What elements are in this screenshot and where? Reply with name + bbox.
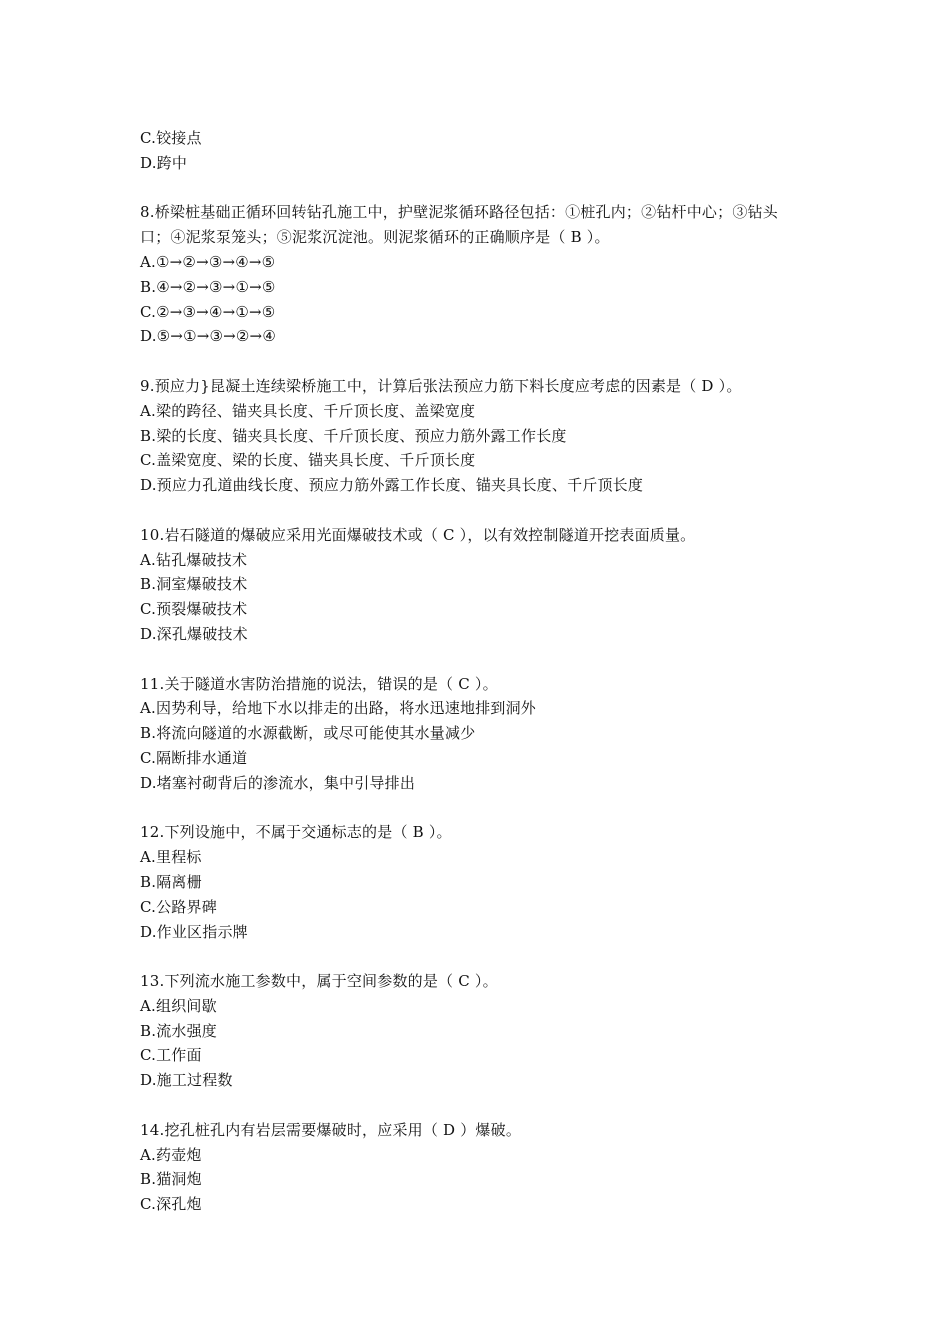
- option-line: C.预裂爆破技术: [140, 600, 248, 619]
- spacer: [140, 944, 860, 969]
- spacer: [140, 796, 860, 821]
- option-line: C.隔断排水通道: [140, 748, 248, 767]
- question-text: 13.下列流水施工参数中，属于空间参数的是（ C ）。: [140, 972, 498, 991]
- option-line: C.深孔炮: [140, 1195, 202, 1214]
- option-line: B.流水强度: [140, 1021, 217, 1040]
- option-line: A.钻孔爆破技术: [140, 550, 248, 569]
- question-text: 12.下列设施中，不属于交通标志的是（ B ）。: [140, 823, 452, 842]
- question-text: 9.预应力}昆凝土连续梁桥施工中，计算后张法预应力筋下料长度应考虑的因素是（ D ）。: [140, 376, 742, 395]
- option-line: D.⑤→①→③→②→④: [140, 327, 276, 346]
- spacer: [140, 647, 860, 672]
- spacer: [140, 176, 860, 201]
- spacer: [140, 1093, 860, 1118]
- option-line: B.梁的长度、锚夹具长度、千斤顶长度、预应力筋外露工作长度: [140, 426, 567, 445]
- option-line: D.预应力孔道曲线长度、预应力筋外露工作长度、锚夹具长度、千斤顶长度: [140, 476, 644, 495]
- spacer: [140, 498, 860, 523]
- spacer: [140, 349, 860, 374]
- option-line: C.盖梁宽度、梁的长度、锚夹具长度、千斤顶长度: [140, 451, 476, 470]
- option-line: D.作业区指示牌: [140, 922, 248, 941]
- option-line: C.铰接点: [140, 129, 202, 147]
- option-line: D.跨中: [140, 153, 188, 172]
- option-line: A.因势利导，给地下水以排走的出路，将水迅速地排到洞外: [140, 699, 537, 718]
- option-line: B.④→②→③→①→⑤: [140, 277, 276, 296]
- option-line: A.里程标: [140, 848, 202, 867]
- option-line: A.梁的跨径、锚夹具长度、千斤顶长度、盖梁宽度: [140, 401, 476, 420]
- option-line: A.药壶炮: [140, 1145, 202, 1164]
- option-line: C.公路界碑: [140, 897, 217, 916]
- question-text: 8.桥梁桩基础正循环回转钻孔施工中，护壁泥浆循环路径包括：①桩孔内；②钻杆中心；③钻头: [140, 203, 778, 222]
- question-text: 11.关于隧道水害防治措施的说法，错误的是（ C ）。: [140, 674, 498, 693]
- question-text: 14.挖孔桩孔内有岩层需要爆破时，应采用（ D ）爆破。: [140, 1120, 522, 1139]
- question-text: 10.岩石隧道的爆破应采用光面爆破技术或（ C ），以有效控制隧道开挖表面质量。: [140, 525, 696, 544]
- option-line: C.工作面: [140, 1046, 202, 1065]
- option-line: B.隔离栅: [140, 872, 202, 891]
- option-line: D.堵塞衬砌背后的渗流水，集中引导排出: [140, 773, 416, 792]
- document-page: [140, 126, 860, 1217]
- option-line: C.②→③→④→①→⑤: [140, 302, 276, 321]
- option-line: A.组织间歇: [140, 996, 217, 1015]
- option-line: A.①→②→③→④→⑤: [140, 252, 276, 271]
- option-line: D.施工过程数: [140, 1071, 233, 1090]
- option-line: B.洞室爆破技术: [140, 575, 248, 594]
- question-text: 口；④泥浆泵笼头；⑤泥浆沉淀池。则泥浆循环的正确顺序是（ B ）。: [140, 228, 610, 247]
- option-line: B.猫洞炮: [140, 1170, 202, 1189]
- option-line: B.将流向隧道的水源截断，或尽可能使其水量减少: [140, 724, 476, 743]
- option-line: D.深孔爆破技术: [140, 624, 248, 643]
